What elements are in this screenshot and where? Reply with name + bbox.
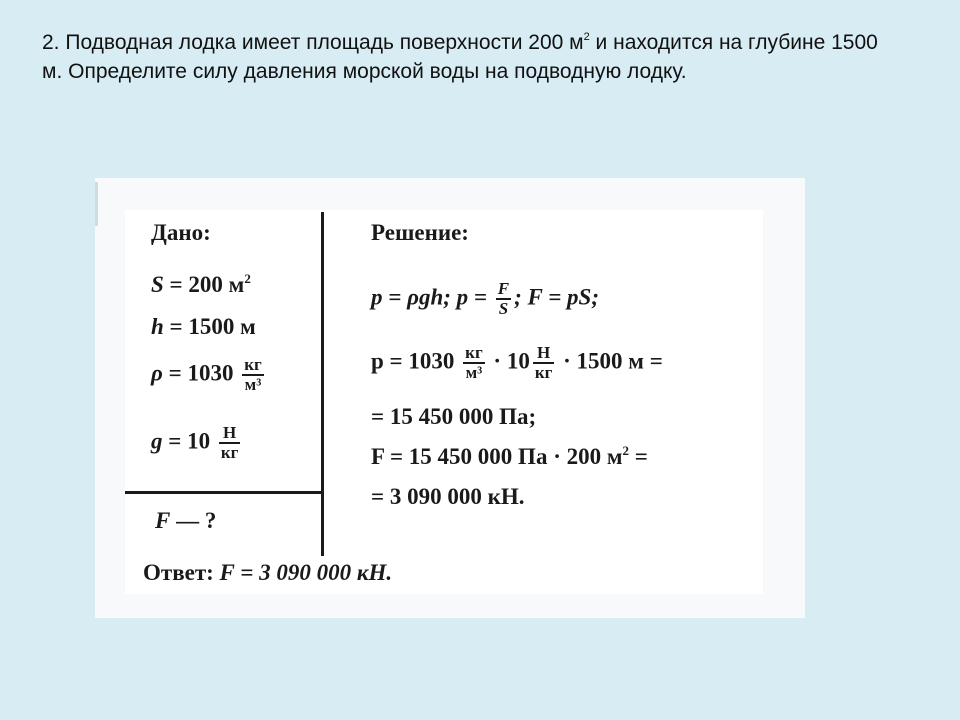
value-g: = 10	[162, 428, 216, 454]
calc-line-1: p = 1030 $\frac{кг}{\text{м³}}$ · 10 $\frac{Н}{кг}$ · 1500 м =	[371, 343, 663, 382]
var-h: h	[151, 314, 164, 339]
value-h: = 1500 м	[163, 314, 256, 339]
solution-table	[125, 210, 763, 594]
given-divider-vertical	[321, 212, 324, 556]
problem-text-part2: и находится на глубине 1500 м. Определите силу давления морской воды на подводную лодку.	[42, 31, 878, 83]
given-divider-horizontal	[125, 491, 323, 494]
var-f: F	[155, 508, 171, 533]
find-mark: — ?	[170, 508, 217, 533]
value-rho: = 1030	[162, 360, 240, 386]
value-s: = 200 м	[163, 272, 245, 297]
calc-line-4: = 3 090 000 кН.	[371, 484, 525, 509]
given-area	[151, 272, 251, 298]
unit-kg-per-m3-calc: $\frac{кг}{\text{м³}}$	[465, 343, 483, 382]
calc-line-2: = 15 450 000 Па;	[371, 404, 537, 429]
given-header: Дано:	[151, 220, 211, 245]
var-rho: ρ	[151, 360, 163, 386]
solution-scan-card	[95, 178, 805, 618]
problem-superscript: 2	[583, 31, 590, 43]
var-s: S	[151, 272, 164, 297]
given-depth	[151, 314, 256, 340]
solution-header: Решение:	[371, 220, 469, 245]
find-force	[155, 508, 216, 534]
answer-label: Ответ:	[143, 560, 220, 585]
answer-value: F = 3 090 000 кН.	[219, 560, 393, 585]
unit-n-per-kg: $\frac{Н}{кг}$	[220, 423, 239, 462]
formula-line: p = ρgh; p = $\frac{F}{S}$ ; F = pS;	[371, 279, 600, 318]
given-density	[151, 356, 267, 394]
given-gravity	[151, 424, 243, 462]
unit-n-per-kg-calc: $\frac{Н}{кг}$	[534, 343, 553, 382]
problem-statement	[42, 28, 902, 86]
sup-s: 2	[244, 271, 251, 286]
answer-line	[143, 560, 392, 586]
card-edge-mark	[95, 182, 98, 226]
fraction-f-over-s: $\frac{F}{S}$	[497, 279, 510, 318]
unit-kg-per-m3: $\frac{кг}{\text{м³}}$	[244, 355, 262, 394]
var-g: g	[151, 428, 163, 454]
calc-line-3: F = 15 450 000 Па · 200 $м^2$ =	[371, 443, 648, 469]
problem-text-part1: 2. Подводная лодка имеет площадь поверхности 200 м	[42, 31, 584, 54]
